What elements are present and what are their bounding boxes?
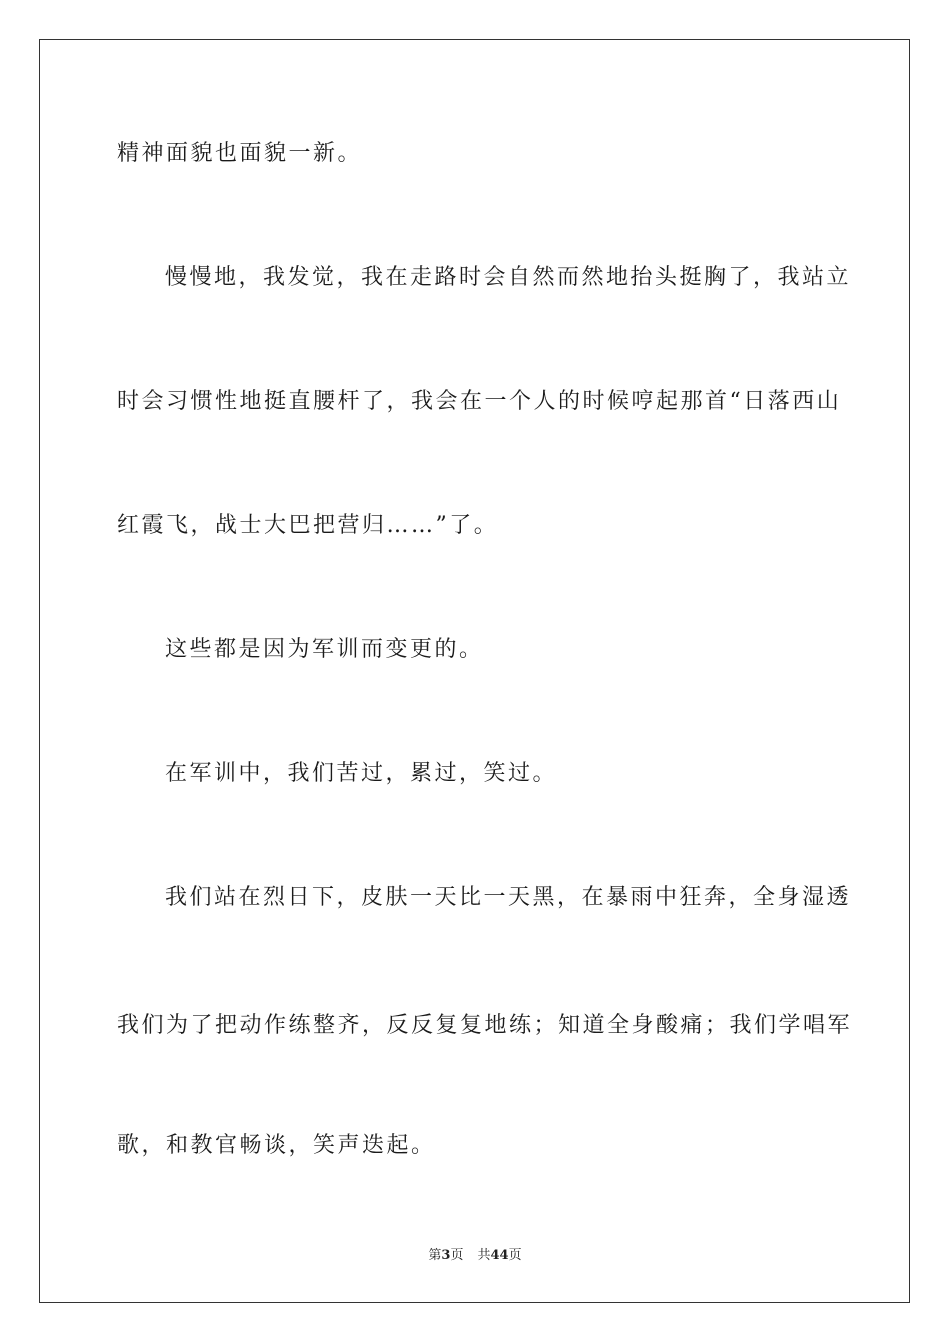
total-suffix: 页 xyxy=(508,1248,522,1263)
page-number: 3 xyxy=(441,1248,451,1263)
text-line: 歌，和教官畅谈，笑声迭起。 xyxy=(117,1133,436,1158)
text-line: 精神面貌也面貌一新。 xyxy=(117,141,363,166)
text-line: 我们为了把动作练整齐，反反复复地练；知道全身酸痛；我们学唱军 xyxy=(117,1013,853,1038)
page-prefix: 第 xyxy=(428,1248,442,1263)
text-line: 红霞飞，战士大巴把营归……”了。 xyxy=(117,513,499,538)
text-line: 时会习惯性地挺直腰杆了，我会在一个人的时候哼起那首“日落西山 xyxy=(117,389,842,414)
paragraph-line: 这些都是因为军训而变更的。 xyxy=(165,637,484,662)
paragraph-line: 慢慢地，我发觉，我在走路时会自然而然地抬头挺胸了，我站立 xyxy=(165,265,852,290)
page-footer xyxy=(0,1246,950,1266)
paragraph-line: 在军训中，我们苦过，累过，笑过。 xyxy=(165,761,558,786)
total-pages: 44 xyxy=(490,1248,509,1263)
page-suffix: 页 xyxy=(450,1248,464,1263)
total-prefix: 共 xyxy=(477,1248,491,1263)
page-border xyxy=(39,39,910,1303)
paragraph-line: 我们站在烈日下，皮肤一天比一天黑，在暴雨中狂奔，全身湿透 xyxy=(165,885,852,910)
